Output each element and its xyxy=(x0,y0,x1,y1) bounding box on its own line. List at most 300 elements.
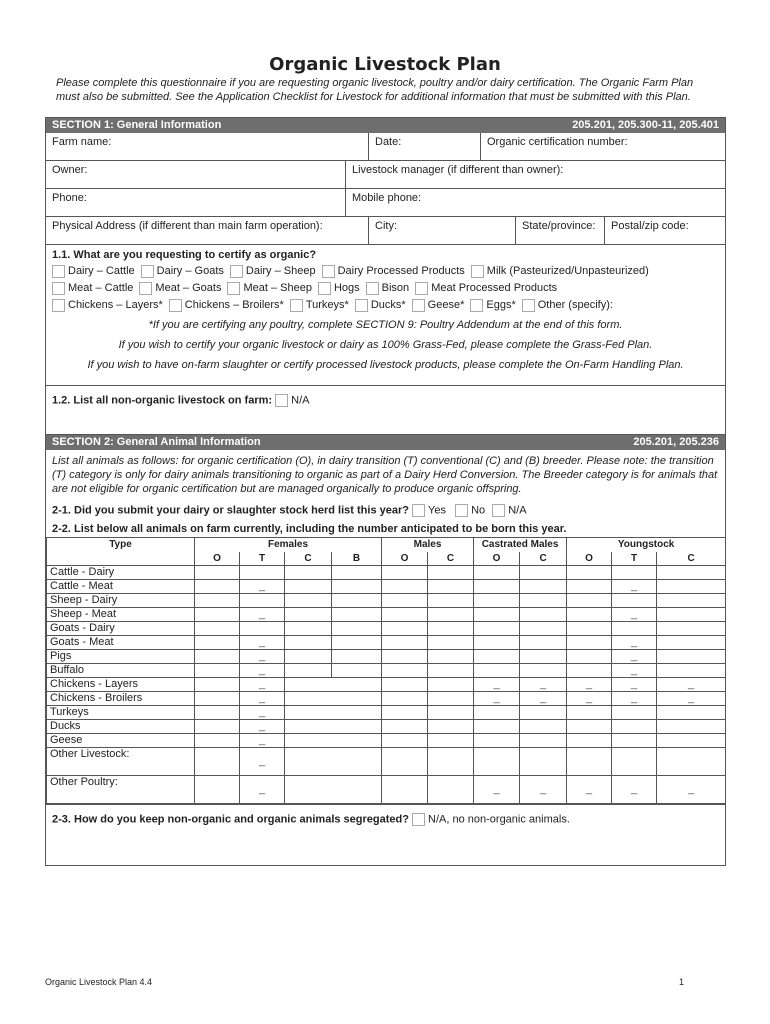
section-title: SECTION 1: General Information xyxy=(52,119,222,131)
type-cell: Sheep - Dairy xyxy=(47,594,195,608)
section-refs: 205.201, 205.236 xyxy=(633,436,719,448)
count-cell[interactable] xyxy=(195,734,240,748)
sub-header: O xyxy=(195,552,240,566)
option-label: Dairy Processed Products xyxy=(337,265,465,277)
count-cell[interactable]: _ xyxy=(657,678,726,692)
count-cell[interactable]: _ xyxy=(240,776,285,804)
grassfed-note: If you wish to certify your organic livestock or dairy as 100% Grass-Fed, please complete the Grass-Fed Plan. xyxy=(118,339,653,351)
option-item[interactable] xyxy=(230,264,316,278)
option-item[interactable] xyxy=(52,281,133,295)
count-cell[interactable] xyxy=(285,636,332,650)
table-row xyxy=(47,566,726,580)
count-cell[interactable]: _ xyxy=(240,650,285,664)
count-cell[interactable] xyxy=(428,608,474,622)
count-cell[interactable] xyxy=(612,706,657,720)
count-cell[interactable]: _ xyxy=(612,678,657,692)
count-cell[interactable] xyxy=(195,608,240,622)
address-field[interactable]: Physical Address (if different than main farm operation): xyxy=(46,217,369,244)
na-checkbox[interactable] xyxy=(492,504,505,517)
na-checkbox[interactable] xyxy=(275,394,288,407)
option-item[interactable] xyxy=(522,298,613,312)
type-cell: Sheep - Meat xyxy=(47,608,195,622)
option-item[interactable] xyxy=(471,264,649,278)
option-label: Chickens – Layers* xyxy=(68,299,163,311)
count-cell[interactable] xyxy=(657,636,726,650)
type-cell: Pigs xyxy=(47,650,195,664)
count-cell[interactable]: _ xyxy=(657,692,726,706)
count-cell[interactable] xyxy=(612,566,657,580)
option-checkbox[interactable] xyxy=(412,299,425,312)
count-cell[interactable] xyxy=(240,566,285,580)
count-cell[interactable] xyxy=(428,636,474,650)
count-cell[interactable]: _ xyxy=(520,678,567,692)
option-item[interactable] xyxy=(52,298,163,312)
count-cell[interactable] xyxy=(332,622,382,636)
option-label: Chickens – Broilers* xyxy=(184,299,284,311)
option-label: Dairy – Sheep xyxy=(245,265,316,277)
option-checkbox[interactable] xyxy=(290,299,303,312)
count-cell[interactable] xyxy=(285,608,332,622)
question-2-1 xyxy=(52,504,719,517)
count-cell[interactable] xyxy=(520,720,567,734)
type-cell: Other Livestock: xyxy=(47,748,195,776)
count-cell[interactable] xyxy=(428,650,474,664)
option-label: Meat Processed Products xyxy=(431,282,558,294)
count-cell[interactable] xyxy=(520,594,567,608)
count-cell[interactable] xyxy=(474,580,520,594)
sub-header: C xyxy=(520,552,567,566)
count-cell[interactable] xyxy=(382,608,428,622)
type-cell: Geese xyxy=(47,734,195,748)
count-cell[interactable]: _ xyxy=(240,748,285,776)
manager-field[interactable]: Livestock manager (if different than owner): xyxy=(352,164,564,176)
option-label: Meat – Goats xyxy=(155,282,222,294)
option-checkbox[interactable] xyxy=(52,282,65,295)
count-cell[interactable] xyxy=(520,650,567,664)
count-cell[interactable] xyxy=(474,734,520,748)
option-checkbox[interactable] xyxy=(141,265,154,278)
option-item[interactable] xyxy=(415,281,557,295)
count-cell[interactable] xyxy=(657,566,726,580)
option-checkbox[interactable] xyxy=(471,265,484,278)
count-cell[interactable]: _ xyxy=(240,678,285,692)
count-cell[interactable]: _ xyxy=(240,734,285,748)
count-cell[interactable] xyxy=(657,650,726,664)
count-cell[interactable] xyxy=(195,580,240,594)
count-cell[interactable] xyxy=(520,734,567,748)
count-cell[interactable] xyxy=(382,566,428,580)
count-cell[interactable] xyxy=(657,580,726,594)
option-checkbox[interactable] xyxy=(52,299,65,312)
intro-text: Please complete this questionnaire if you are requesting organic livestock, poultry and/or dairy certification. The Organic Farm Plan must also be submitted. See the Application Checklist for Livestock for additional information that must be submitted with this Plan. xyxy=(56,77,694,103)
option-checkbox[interactable] xyxy=(169,299,182,312)
count-cell[interactable] xyxy=(195,636,240,650)
option-label: Other (specify): xyxy=(537,299,613,311)
count-cell[interactable] xyxy=(428,720,474,734)
yes-label: Yes xyxy=(428,504,446,517)
count-cell[interactable] xyxy=(612,734,657,748)
section-title: SECTION 2: General Animal Information xyxy=(52,436,261,448)
page-title: Organic Livestock Plan xyxy=(269,54,501,75)
option-row xyxy=(52,281,719,295)
count-cell[interactable] xyxy=(657,622,726,636)
section-2-body xyxy=(46,450,725,537)
option-checkbox[interactable] xyxy=(318,282,331,295)
count-cell[interactable] xyxy=(567,748,612,776)
table-header-row xyxy=(47,538,726,552)
count-cell[interactable] xyxy=(332,566,382,580)
table-row xyxy=(47,580,726,594)
state-field[interactable]: State/province: xyxy=(516,217,605,244)
count-cell[interactable] xyxy=(567,706,612,720)
group-header: Males xyxy=(382,538,474,552)
count-cell[interactable] xyxy=(567,594,612,608)
count-cell[interactable]: _ xyxy=(474,776,520,804)
question-1-2 xyxy=(46,386,725,435)
type-cell: Other Poultry: xyxy=(47,776,195,804)
count-cell[interactable] xyxy=(382,664,428,678)
count-cell[interactable] xyxy=(382,678,428,692)
count-cell[interactable] xyxy=(195,776,240,804)
count-cell[interactable] xyxy=(428,678,474,692)
option-label: Dairy – Cattle xyxy=(68,265,135,277)
count-cell[interactable] xyxy=(428,692,474,706)
phone-field[interactable]: Phone: xyxy=(46,189,346,216)
count-cell[interactable] xyxy=(520,566,567,580)
count-cell[interactable] xyxy=(195,622,240,636)
no-checkbox[interactable] xyxy=(455,504,468,517)
option-checkbox[interactable] xyxy=(355,299,368,312)
count-cell[interactable] xyxy=(332,608,382,622)
count-cell[interactable]: _ xyxy=(567,776,612,804)
option-checkbox[interactable] xyxy=(322,265,335,278)
na-checkbox[interactable] xyxy=(412,813,425,826)
table-row xyxy=(47,608,726,622)
date-field[interactable]: Date: xyxy=(369,133,481,160)
group-header: Castrated Males xyxy=(474,538,567,552)
count-cell[interactable] xyxy=(285,678,382,692)
sub-header: O xyxy=(567,552,612,566)
count-cell[interactable] xyxy=(520,580,567,594)
count-cell[interactable] xyxy=(382,706,428,720)
count-cell[interactable] xyxy=(332,664,382,678)
table-row xyxy=(47,678,726,692)
type-cell: Chickens - Broilers xyxy=(47,692,195,706)
count-cell[interactable] xyxy=(285,594,332,608)
count-cell[interactable] xyxy=(332,580,382,594)
sub-header: C xyxy=(428,552,474,566)
option-checkbox[interactable] xyxy=(230,265,243,278)
count-cell[interactable] xyxy=(195,706,240,720)
form xyxy=(45,117,726,866)
count-cell[interactable]: _ xyxy=(657,776,726,804)
option-label: Eggs* xyxy=(486,299,516,311)
count-cell[interactable] xyxy=(520,706,567,720)
count-cell[interactable] xyxy=(520,608,567,622)
sub-header: O xyxy=(474,552,520,566)
option-row xyxy=(52,298,719,312)
zip-field[interactable]: Postal/zip code: xyxy=(611,220,689,232)
option-checkbox[interactable] xyxy=(227,282,240,295)
count-cell[interactable] xyxy=(428,664,474,678)
option-checkbox[interactable] xyxy=(415,282,428,295)
count-cell[interactable] xyxy=(567,580,612,594)
owner-field[interactable]: Owner: xyxy=(46,161,346,188)
count-cell[interactable]: _ xyxy=(240,636,285,650)
count-cell[interactable] xyxy=(520,748,567,776)
mobile-field[interactable]: Mobile phone: xyxy=(352,192,422,204)
count-cell[interactable] xyxy=(285,650,332,664)
count-cell[interactable] xyxy=(567,566,612,580)
count-cell[interactable] xyxy=(285,776,382,804)
type-cell: Goats - Dairy xyxy=(47,622,195,636)
table-row xyxy=(47,594,726,608)
option-item[interactable] xyxy=(141,264,224,278)
count-cell[interactable] xyxy=(382,580,428,594)
count-cell[interactable] xyxy=(474,664,520,678)
count-cell[interactable] xyxy=(567,608,612,622)
count-cell[interactable] xyxy=(428,622,474,636)
count-cell[interactable]: _ xyxy=(520,776,567,804)
count-cell[interactable] xyxy=(195,720,240,734)
count-cell[interactable] xyxy=(567,720,612,734)
count-cell[interactable] xyxy=(567,734,612,748)
animals-table xyxy=(46,537,726,804)
option-item[interactable] xyxy=(169,298,284,312)
option-item[interactable] xyxy=(318,281,360,295)
type-cell: Goats - Meat xyxy=(47,636,195,650)
table-row xyxy=(47,664,726,678)
question-label: 2-2. List below all animals on farm currently, including the number anticipated to be born this year. xyxy=(52,523,567,535)
count-cell[interactable] xyxy=(428,776,474,804)
table-row xyxy=(47,706,726,720)
count-cell[interactable] xyxy=(285,622,332,636)
count-cell[interactable] xyxy=(195,664,240,678)
option-item[interactable] xyxy=(366,281,410,295)
count-cell[interactable] xyxy=(332,594,382,608)
count-cell[interactable] xyxy=(567,622,612,636)
count-cell[interactable]: _ xyxy=(612,608,657,622)
count-cell[interactable] xyxy=(657,664,726,678)
option-label: Geese* xyxy=(427,299,465,311)
count-cell[interactable]: _ xyxy=(612,580,657,594)
option-item[interactable] xyxy=(139,281,221,295)
count-cell[interactable]: _ xyxy=(240,580,285,594)
count-cell[interactable]: _ xyxy=(612,636,657,650)
sub-header: T xyxy=(612,552,657,566)
count-cell[interactable] xyxy=(520,664,567,678)
count-cell[interactable] xyxy=(657,594,726,608)
count-cell[interactable] xyxy=(332,650,382,664)
option-checkbox[interactable] xyxy=(522,299,535,312)
count-cell[interactable] xyxy=(240,594,285,608)
count-cell[interactable] xyxy=(657,748,726,776)
option-label: Milk (Pasteurized/Unpasteurized) xyxy=(486,265,649,277)
count-cell[interactable]: _ xyxy=(240,692,285,706)
count-cell[interactable] xyxy=(657,720,726,734)
type-cell: Buffalo xyxy=(47,664,195,678)
count-cell[interactable] xyxy=(285,734,382,748)
count-cell[interactable] xyxy=(382,622,428,636)
count-cell[interactable] xyxy=(612,622,657,636)
count-cell[interactable]: _ xyxy=(612,650,657,664)
count-cell[interactable] xyxy=(474,706,520,720)
count-cell[interactable] xyxy=(428,734,474,748)
group-header: Females xyxy=(195,538,382,552)
count-cell[interactable] xyxy=(612,748,657,776)
count-cell[interactable] xyxy=(195,566,240,580)
option-label: Dairy – Goats xyxy=(156,265,224,277)
type-cell: Ducks xyxy=(47,720,195,734)
count-cell[interactable] xyxy=(474,720,520,734)
certify-options xyxy=(52,264,719,312)
count-cell[interactable] xyxy=(567,664,612,678)
footer-doc-name: Organic Livestock Plan 4.4 xyxy=(45,977,153,987)
sub-header: C xyxy=(285,552,332,566)
table-row xyxy=(47,650,726,664)
count-cell[interactable] xyxy=(285,706,382,720)
sub-header: T xyxy=(240,552,285,566)
option-row xyxy=(52,264,719,278)
table-row xyxy=(47,748,726,776)
question-label: 1.2. List all non-organic livestock on farm: xyxy=(52,394,273,407)
question-2-3 xyxy=(46,804,725,865)
handling-note: If you wish to have on-farm slaughter or certify processed livestock products, please complete the On-Farm Handling Plan. xyxy=(87,359,684,371)
count-cell[interactable]: _ xyxy=(567,678,612,692)
count-cell[interactable] xyxy=(612,594,657,608)
table-row xyxy=(47,776,726,804)
option-label: Turkeys* xyxy=(305,299,349,311)
farm-name-field[interactable]: Farm name: xyxy=(46,133,369,160)
count-cell[interactable] xyxy=(428,706,474,720)
option-label: Bison xyxy=(381,282,410,294)
table-row xyxy=(47,636,726,650)
option-item[interactable] xyxy=(52,264,135,278)
count-cell[interactable] xyxy=(382,748,428,776)
count-cell[interactable] xyxy=(520,636,567,650)
option-label: Hogs xyxy=(333,282,360,294)
option-label: Meat – Cattle xyxy=(68,282,134,294)
question-label: 2-3. How do you keep non-organic and organic animals segregated? xyxy=(52,813,409,826)
type-cell: Cattle - Dairy xyxy=(47,566,195,580)
count-cell[interactable]: _ xyxy=(474,678,520,692)
table-row xyxy=(47,622,726,636)
count-cell[interactable]: _ xyxy=(240,720,285,734)
option-item[interactable] xyxy=(227,281,312,295)
count-cell[interactable] xyxy=(382,692,428,706)
count-cell[interactable]: _ xyxy=(474,692,520,706)
count-cell[interactable] xyxy=(474,748,520,776)
count-cell[interactable]: _ xyxy=(240,664,285,678)
count-cell[interactable] xyxy=(428,594,474,608)
sub-header: B xyxy=(332,552,382,566)
section-2-header xyxy=(46,435,725,450)
section-refs: 205.201, 205.300-11, 205.401 xyxy=(572,119,719,131)
count-cell[interactable] xyxy=(332,636,382,650)
count-cell[interactable]: _ xyxy=(520,692,567,706)
count-cell[interactable]: _ xyxy=(240,706,285,720)
table-row xyxy=(47,692,726,706)
na-label: N/A xyxy=(291,394,310,407)
count-cell[interactable]: _ xyxy=(612,776,657,804)
count-cell[interactable] xyxy=(428,748,474,776)
count-cell[interactable] xyxy=(474,608,520,622)
option-item[interactable] xyxy=(355,298,406,312)
option-checkbox[interactable] xyxy=(139,282,152,295)
count-cell[interactable] xyxy=(285,748,382,776)
count-cell[interactable] xyxy=(195,692,240,706)
poultry-note: *If you are certifying any poultry, complete SECTION 9: Poultry Addendum at the end of this form. xyxy=(148,319,623,331)
count-cell[interactable] xyxy=(657,706,726,720)
count-cell[interactable] xyxy=(474,594,520,608)
count-cell[interactable] xyxy=(382,636,428,650)
count-cell[interactable]: _ xyxy=(612,664,657,678)
count-cell[interactable] xyxy=(657,734,726,748)
instructions-text: List all animals as follows: for organic certification (O), in dairy transition (T) conventional (C) and (B) breeder. Please note: the transition (T) category is only for dairy animals transitioning to organic as part of a Dairy Herd Conversion. The Breeder category is for animals that are not eligible for organic certification but are managed organically to produce organic offspring. xyxy=(52,455,718,495)
no-label: No xyxy=(471,504,486,517)
count-cell[interactable] xyxy=(474,622,520,636)
na-label: N/A xyxy=(508,504,527,517)
count-cell[interactable] xyxy=(657,608,726,622)
count-cell[interactable] xyxy=(428,566,474,580)
yes-checkbox[interactable] xyxy=(412,504,425,517)
option-checkbox[interactable] xyxy=(470,299,483,312)
count-cell[interactable] xyxy=(612,720,657,734)
option-item[interactable] xyxy=(470,298,515,312)
count-cell[interactable] xyxy=(285,664,332,678)
option-item[interactable] xyxy=(290,298,349,312)
count-cell[interactable] xyxy=(195,594,240,608)
count-cell[interactable] xyxy=(520,622,567,636)
table-row xyxy=(47,734,726,748)
option-item[interactable] xyxy=(412,298,465,312)
count-cell[interactable] xyxy=(474,566,520,580)
count-cell[interactable] xyxy=(567,650,612,664)
group-header: Youngstock xyxy=(567,538,726,552)
option-checkbox[interactable] xyxy=(366,282,379,295)
count-cell[interactable] xyxy=(195,678,240,692)
count-cell[interactable] xyxy=(382,594,428,608)
count-cell[interactable] xyxy=(285,692,382,706)
section-1-header xyxy=(46,118,725,133)
count-cell[interactable] xyxy=(382,650,428,664)
count-cell[interactable] xyxy=(285,566,332,580)
count-cell[interactable] xyxy=(382,720,428,734)
city-field[interactable]: City: xyxy=(369,217,516,244)
count-cell[interactable] xyxy=(382,776,428,804)
question-label: 2-1. Did you submit your dairy or slaughter stock herd list this year? xyxy=(52,504,409,517)
count-cell[interactable]: _ xyxy=(612,692,657,706)
count-cell[interactable] xyxy=(382,734,428,748)
count-cell[interactable] xyxy=(474,650,520,664)
count-cell[interactable] xyxy=(567,636,612,650)
option-checkbox[interactable] xyxy=(52,265,65,278)
count-cell[interactable]: _ xyxy=(240,608,285,622)
count-cell[interactable]: _ xyxy=(567,692,612,706)
type-cell: Cattle - Meat xyxy=(47,580,195,594)
count-cell[interactable] xyxy=(240,622,285,636)
count-cell[interactable] xyxy=(195,748,240,776)
count-cell[interactable] xyxy=(474,636,520,650)
cert-number-field[interactable]: Organic certification number: xyxy=(487,136,628,148)
count-cell[interactable] xyxy=(195,650,240,664)
count-cell[interactable] xyxy=(285,580,332,594)
option-label: Ducks* xyxy=(370,299,406,311)
count-cell[interactable] xyxy=(428,580,474,594)
option-item[interactable] xyxy=(322,264,465,278)
count-cell[interactable] xyxy=(285,720,382,734)
question-label: 1.1. What are you requesting to certify as organic? xyxy=(52,249,317,261)
